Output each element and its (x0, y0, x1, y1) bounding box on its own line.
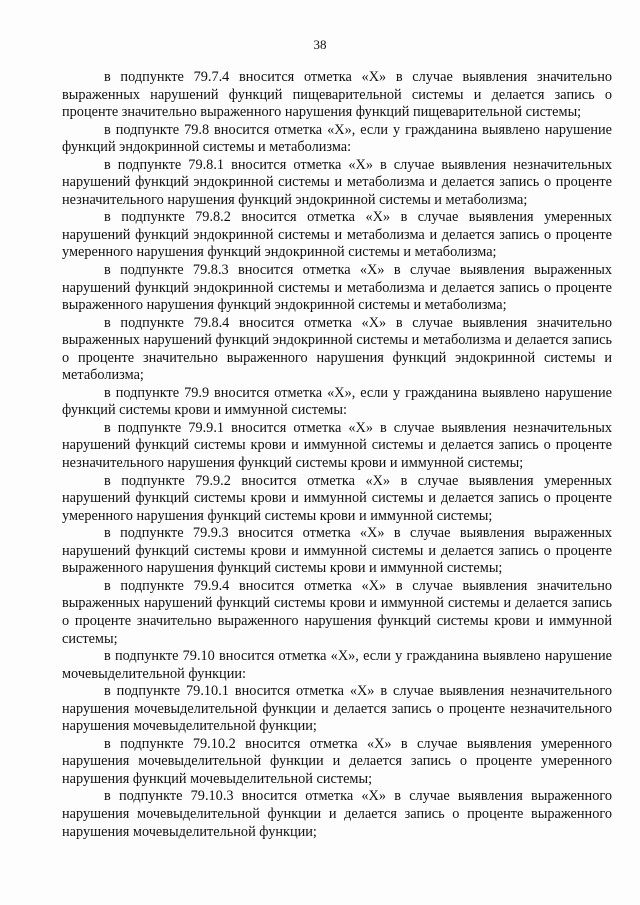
paragraph: в подпункте 79.10.1 вносится отметка «Х» в случае выявления незначительного нарушения мочевыделительной функции и делается запись о проценте незначительного нарушения мочевыделительной функции; (62, 683, 612, 735)
paragraph: в подпункте 79.8 вносится отметка «Х», если у гражданина выявлено нарушение функций эндокринной системы и метаболизма: (62, 121, 612, 156)
paragraph: в подпункте 79.9.1 вносится отметка «Х» в случае выявления незначительных нарушений функций системы крови и иммунной системы и делается запись о проценте незначительного нарушения функций системы крови и иммунной системы; (62, 419, 612, 472)
paragraph: в подпункте 79.8.3 вносится отметка «Х» в случае выявления выраженных нарушений функций эндокринной системы и метаболизма и делается запись о проценте выраженного нарушения функций эндокринной системы и метаболизма; (62, 262, 612, 314)
paragraph: в подпункте 79.9.4 вносится отметка «Х» в случае выявления значительно выраженных нарушений функций системы крови и иммунной системы и делается запись о проценте значительно выраженного нарушения функций системы крови и иммунной системы; (62, 577, 612, 647)
paragraph: в подпункте 79.9 вносится отметка «Х», если у гражданина выявлено нарушение функций системы крови и иммунной системы: (62, 384, 612, 419)
paragraph: в подпункте 79.9.2 вносится отметка «Х» в случае выявления умеренных нарушений функций системы крови и иммунной системы и делается запись о проценте умеренного нарушения функций системы крови и иммунной системы; (62, 472, 612, 524)
paragraph: в подпункте 79.10 вносится отметка «Х», если у гражданина выявлено нарушение мочевыделительной функции: (62, 648, 612, 682)
paragraph: в подпункте 79.8.1 вносится отметка «Х» в случае выявления незначительных нарушений функций эндокринной системы и метаболизма и делается запись о проценте незначительного нарушения функций эндокринной системы и метаболизма; (62, 156, 612, 208)
page-number: 38 (313, 37, 327, 52)
paragraph: в подпункте 79.9.3 вносится отметка «Х» в случае выявления выраженных нарушений функций системы крови и иммунной системы и делается запись о проценте выраженного нарушения функций системы крови и иммунной системы; (62, 525, 612, 577)
paragraph: в подпункте 79.8.4 вносится отметка «Х» в случае выявления значительно выраженных нарушений функций эндокринной системы и метаболизма и делается запись о проценте значительно выраженного нарушения функций эндокринной системы и метаболизма; (62, 314, 612, 384)
paragraph: в подпункте 79.10.2 вносится отметка «Х» в случае выявления умеренного нарушения мочевыделительной функции и делается запись о проценте умеренного нарушения функций мочевыделительной системы; (62, 735, 612, 787)
paragraph: в подпункте 79.8.2 вносится отметка «Х» в случае выявления умеренных нарушений функций эндокринной системы и метаболизма и делается запись о проценте умеренного нарушения функций эндокринной системы и метаболизма; (62, 209, 612, 261)
document-body (62, 69, 612, 841)
paragraph: в подпункте 79.7.4 вносится отметка «Х» в случае выявления значительно выраженных нарушений функций пищеварительной системы и делается запись о проценте значительно выраженного нарушения функций пищеварительной системы; (62, 69, 612, 121)
paragraph: в подпункте 79.10.3 вносится отметка «Х» в случае выявления выраженного нарушения мочевыделительной функции и делается запись о проценте выраженного нарушения мочевыделительной функции; (62, 788, 612, 840)
